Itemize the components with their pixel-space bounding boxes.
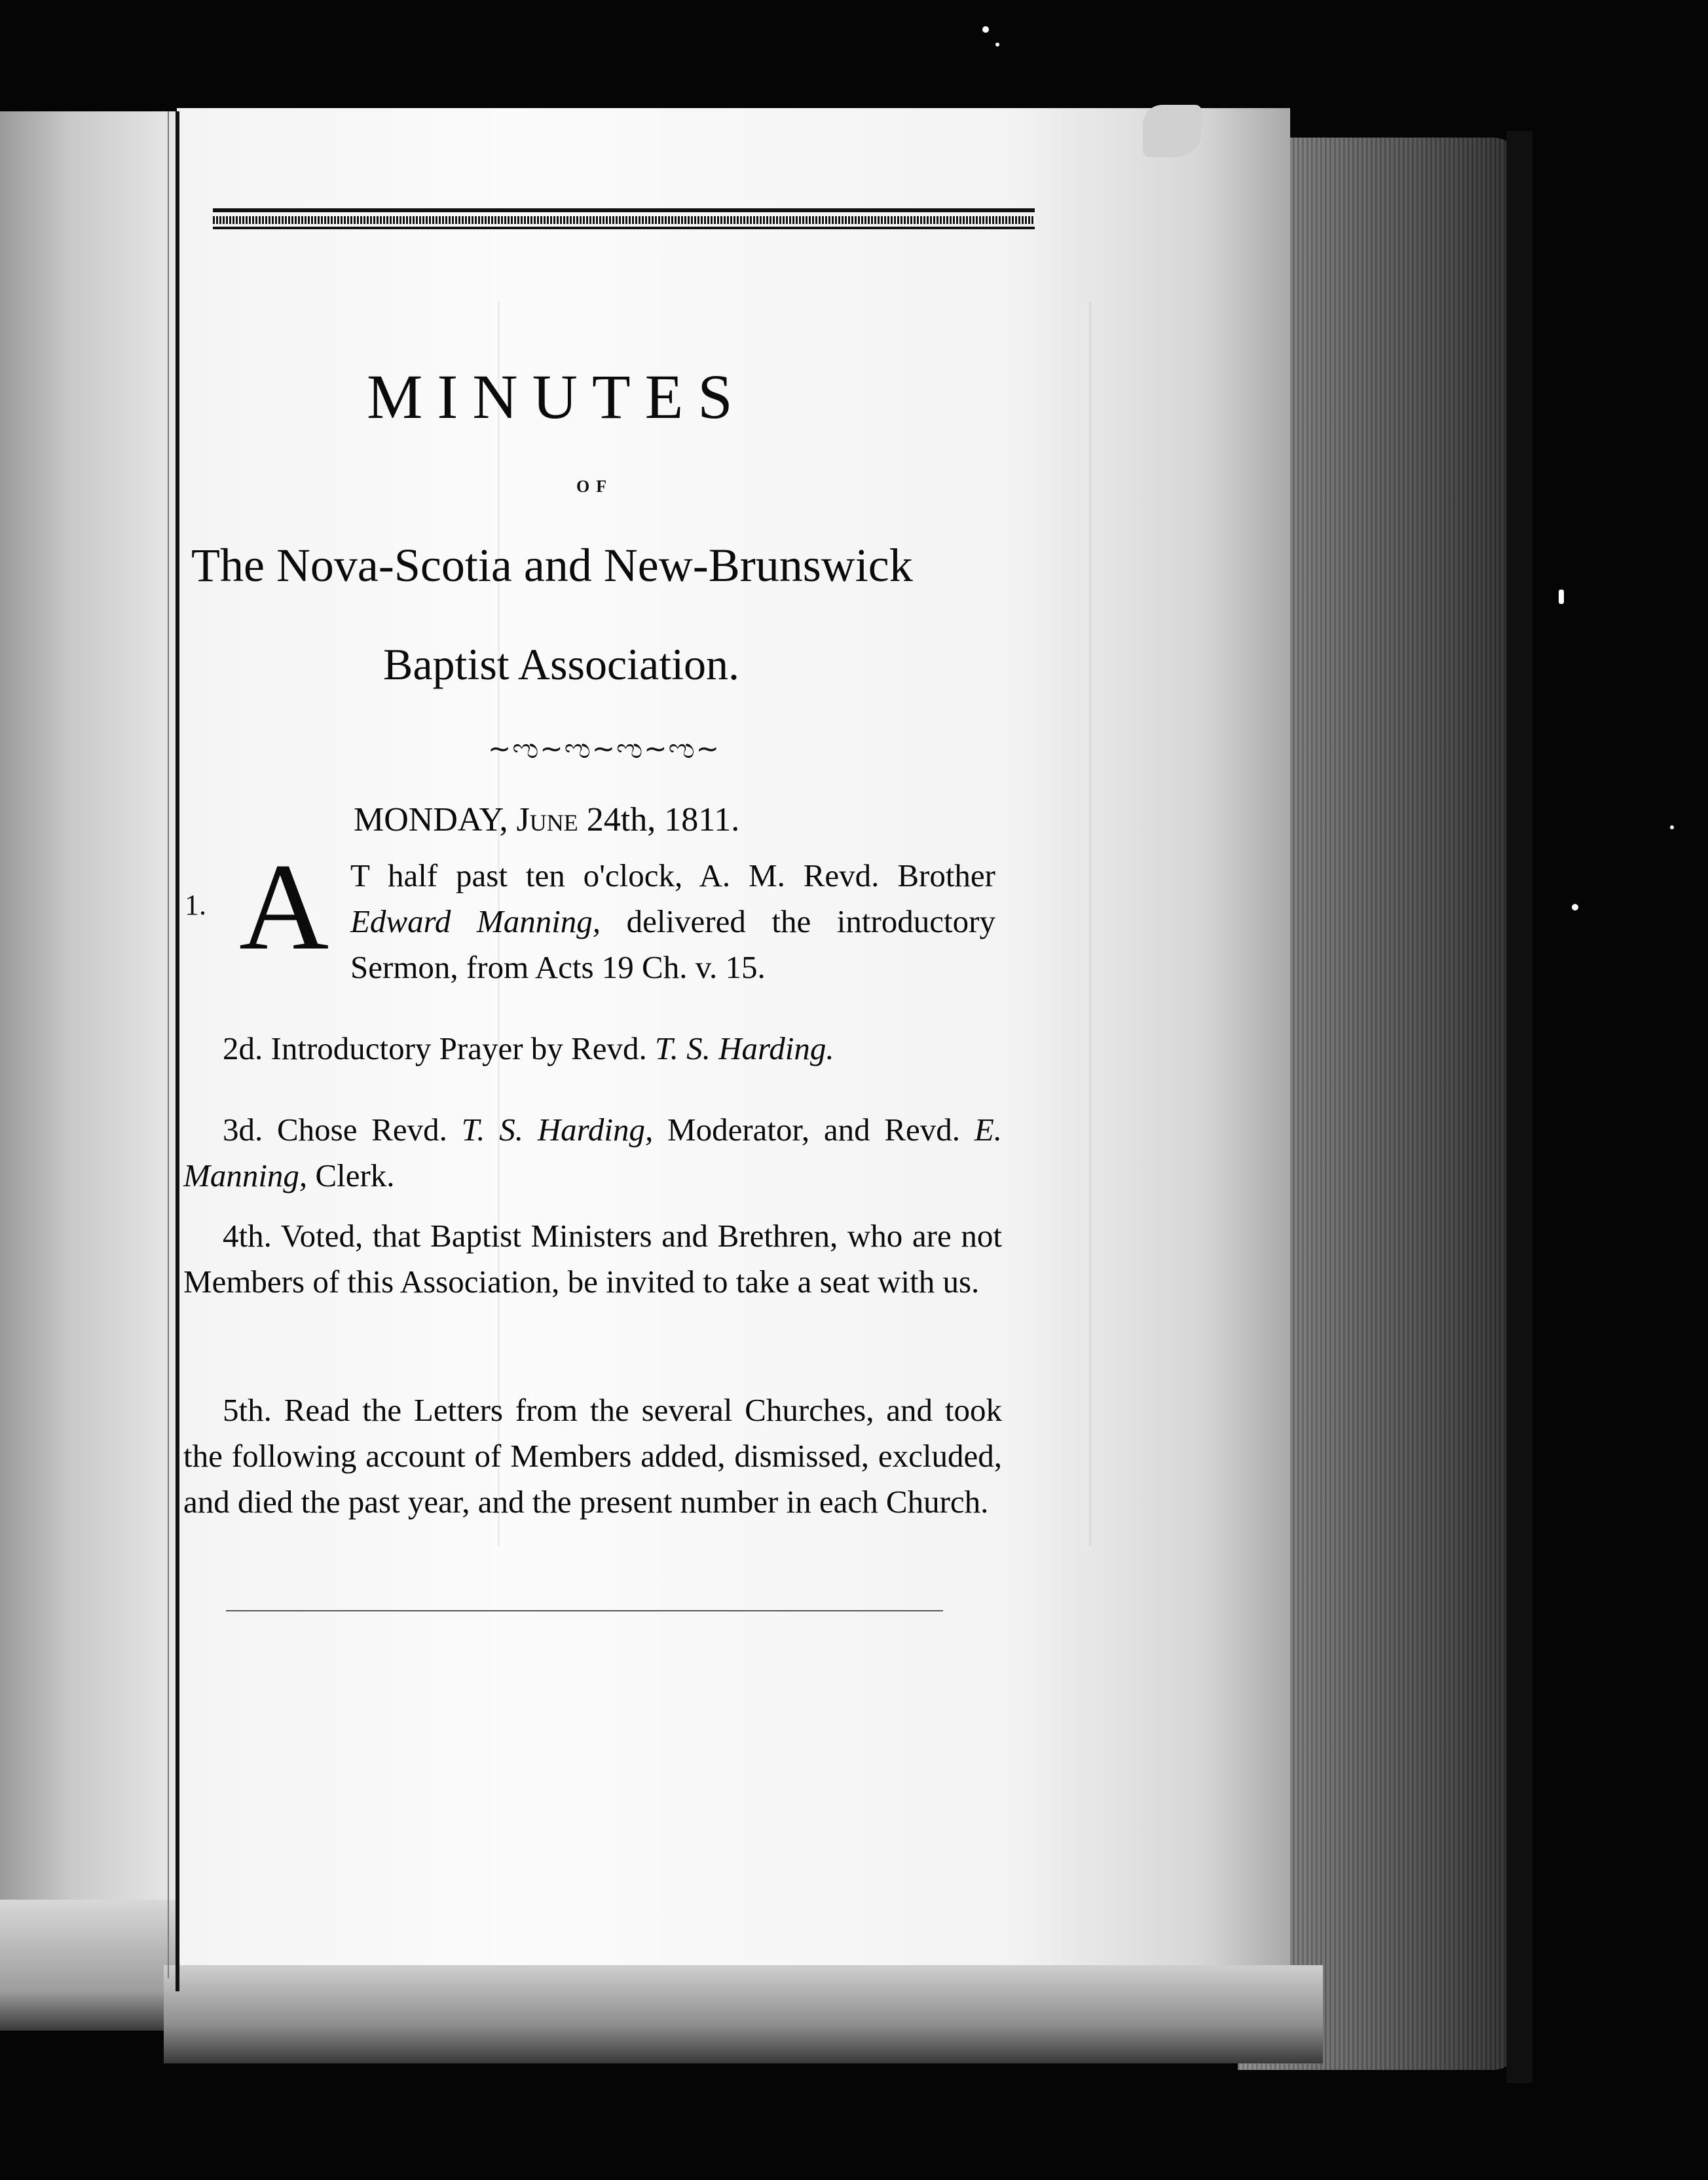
dust-speck bbox=[1572, 904, 1578, 911]
dust-speck bbox=[1670, 825, 1674, 829]
date-rest: 24th, 1811. bbox=[586, 801, 740, 838]
item-1-rest: delivered the introductory Sermon, from Acts 19 Ch. v. 15. bbox=[350, 903, 995, 985]
book-shadow bbox=[1506, 131, 1532, 2083]
item-5-text: 5th. Read the Letters from the several Churches, and took the following account of Members added, dismissed, excluded, and died the past year, and the present number in each Church. bbox=[183, 1392, 1002, 1520]
association-name-line2: Baptist Association. bbox=[383, 639, 739, 689]
dust-speck bbox=[1559, 590, 1564, 604]
item-3-suffix: Clerk. bbox=[315, 1157, 395, 1193]
page-corner-tear bbox=[1143, 105, 1202, 157]
drop-cap: A bbox=[239, 838, 329, 976]
item-1-lead: T half past ten o'clock, A. M. Revd. Brother bbox=[350, 857, 995, 893]
item-3-name2: E. Manning, bbox=[183, 1112, 1002, 1193]
item-5 bbox=[183, 1387, 1002, 1525]
item-4 bbox=[183, 1213, 1002, 1305]
item-3-name1: T. S. Harding, bbox=[461, 1112, 654, 1148]
page-gutter bbox=[176, 111, 179, 1991]
header-rule-bottom bbox=[213, 227, 1035, 229]
item-4-text: 4th. Voted, that Baptist Ministers and Brethren, who are not Members of this Association, be invited to take a seat with us. bbox=[183, 1218, 1002, 1300]
item-1-text bbox=[350, 853, 995, 990]
item-3-middle: Moderator, and Revd. bbox=[667, 1112, 961, 1148]
item-2-prefix: 2d. Introductory Prayer by Revd. bbox=[223, 1030, 647, 1066]
item-3 bbox=[183, 1107, 1002, 1199]
item-2 bbox=[183, 1026, 1002, 1072]
date-day: MONDAY, bbox=[354, 801, 508, 838]
page-title: MINUTES bbox=[367, 362, 747, 432]
item-3-prefix: 3d. Chose Revd. bbox=[223, 1112, 447, 1148]
page-bottom-edge bbox=[164, 1965, 1323, 2063]
date-month: June bbox=[516, 801, 578, 838]
association-name-line1: The Nova-Scotia and New-Brunswick bbox=[191, 539, 913, 592]
header-rule-hatched bbox=[213, 216, 1035, 224]
dust-speck bbox=[982, 26, 989, 33]
header-rule-top bbox=[213, 208, 1035, 212]
item-2-name: T. S. Harding. bbox=[655, 1030, 834, 1066]
meeting-date bbox=[354, 800, 739, 839]
title-connector: OF bbox=[576, 477, 614, 496]
page-gutter-shadow bbox=[168, 111, 169, 1978]
section-rule bbox=[226, 1610, 943, 1611]
item-1-name: Edward Manning, bbox=[350, 903, 601, 939]
dust-speck bbox=[995, 43, 999, 47]
left-facing-page bbox=[0, 111, 177, 1998]
decorative-ornament: ~ಌ~ಌ~ಌ~ಌ~ bbox=[488, 732, 720, 764]
item-number: 1. bbox=[185, 889, 206, 921]
